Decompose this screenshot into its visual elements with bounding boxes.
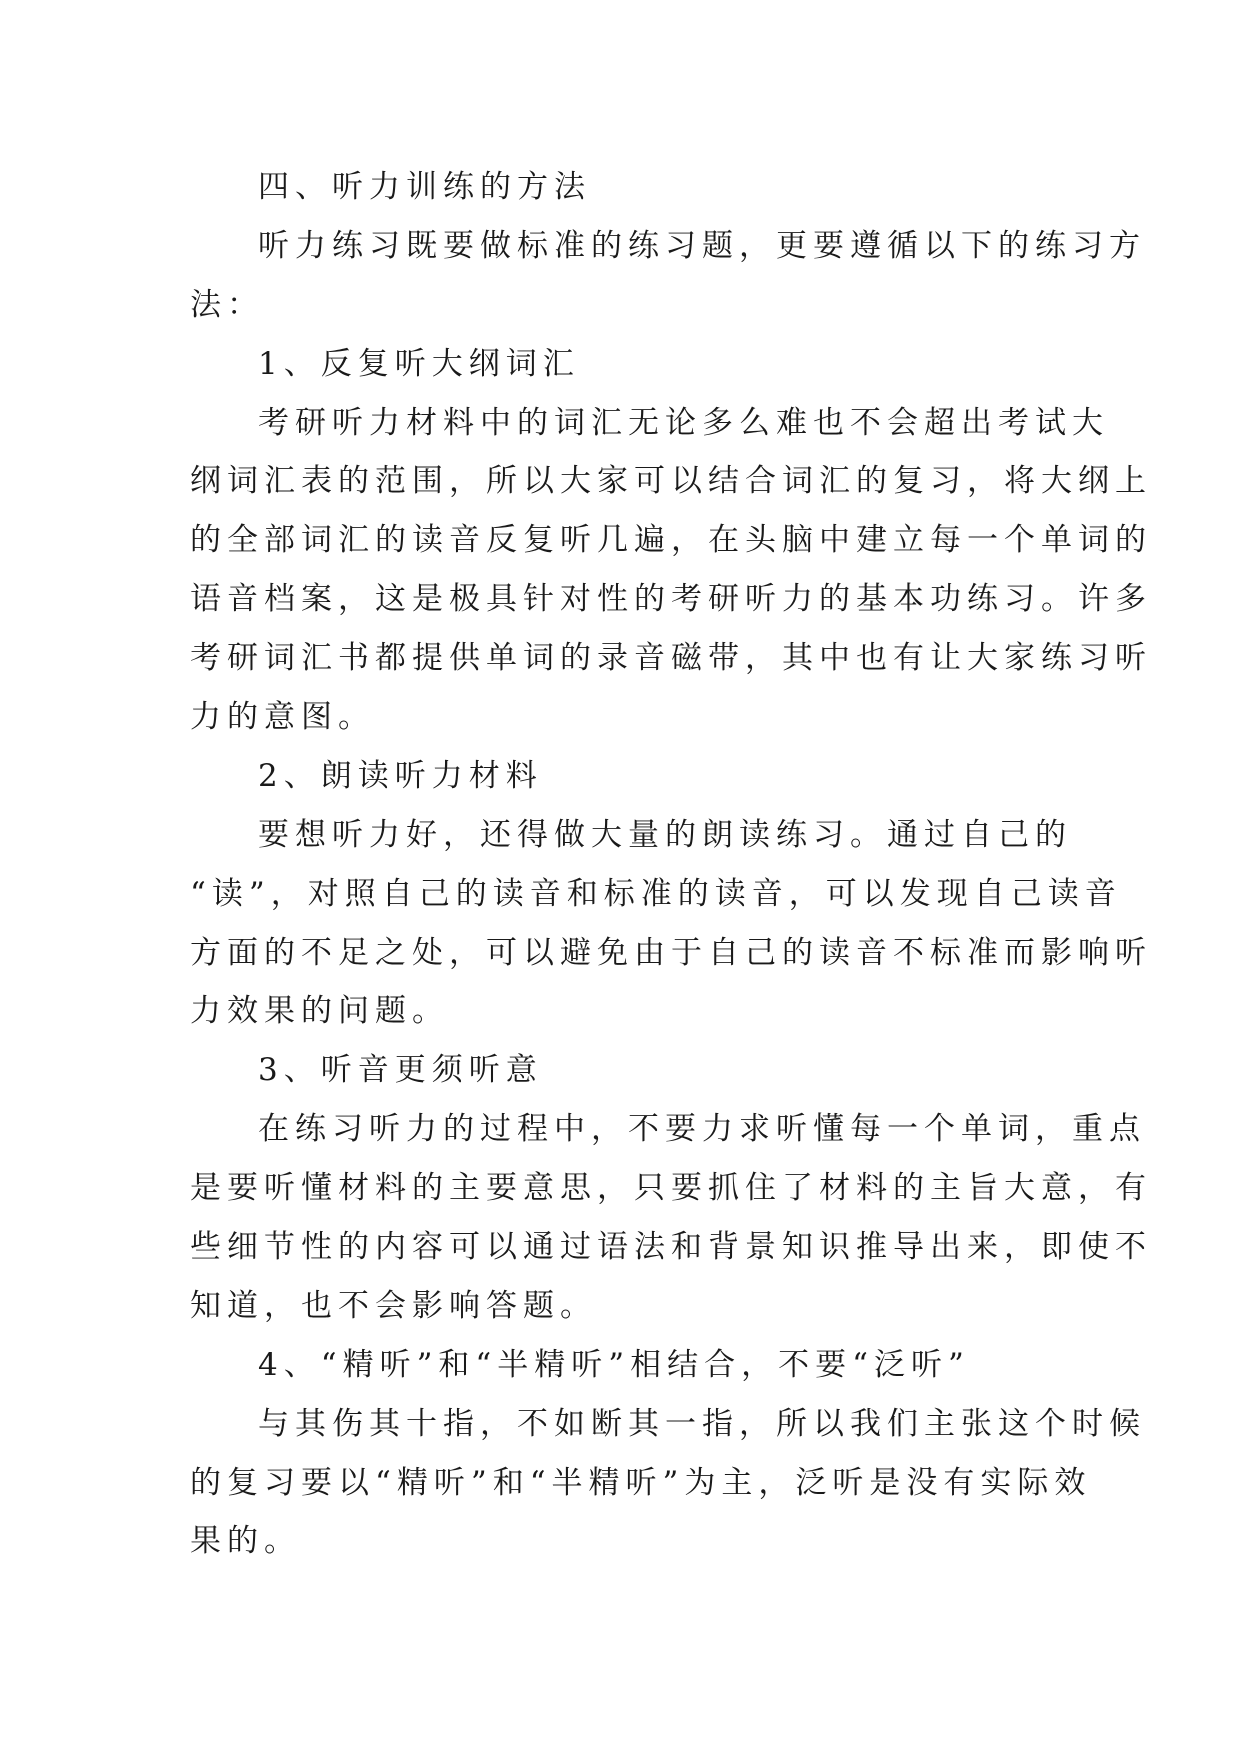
paragraph-line: 果的。 bbox=[190, 1523, 301, 1560]
paragraph-line: 知道，也不会影响答题。 bbox=[190, 1287, 597, 1324]
paragraph-line: 在练习听力的过程中，不要力求听懂每一个单词，重点 bbox=[258, 1111, 1146, 1148]
paragraph-line: 听力练习既要做标准的练习题，更要遵循以下的练习方 bbox=[258, 227, 1146, 264]
subheading-3: 3、听音更须听意 bbox=[258, 1052, 543, 1089]
paragraph-line: 纲词汇表的范围，所以大家可以结合词汇的复习，将大纲上 bbox=[190, 463, 1152, 500]
paragraph-line: 方面的不足之处，可以避免由于自己的读音不标准而影响听 bbox=[190, 934, 1152, 971]
paragraph-line: 些细节性的内容可以通过语法和背景知识推导出来，即使不 bbox=[190, 1229, 1152, 1266]
section-heading: 四、听力训练的方法 bbox=[258, 169, 591, 205]
paragraph-line: 力效果的问题。 bbox=[190, 993, 449, 1030]
document-body bbox=[190, 158, 1152, 1571]
paragraph-line: 考研词汇书都提供单词的录音磁带，其中也有让大家练习听 bbox=[190, 640, 1152, 677]
paragraph-line: 与其伤其十指，不如断其一指，所以我们主张这个时候 bbox=[258, 1405, 1146, 1442]
paragraph-line: 的全部词汇的读音反复听几遍，在头脑中建立每一个单词的 bbox=[190, 522, 1152, 559]
paragraph-line: 的复习要以“精听”和“半精听”为主，泛听是没有实际效 bbox=[190, 1464, 1092, 1501]
subheading-4: 4、“精听”和“半精听”相结合，不要“泛听” bbox=[258, 1346, 970, 1383]
paragraph-line: 力的意图。 bbox=[190, 699, 375, 736]
paragraph-line: 语音档案，这是极具针对性的考研听力的基本功练习。许多 bbox=[190, 581, 1152, 618]
paragraph-line: 法： bbox=[190, 286, 264, 323]
paragraph-line: “读”，对照自己的读音和标准的读音，可以发现自己读音 bbox=[190, 875, 1122, 912]
paragraph-line: 是要听懂材料的主要意思，只要抓住了材料的主旨大意，有 bbox=[190, 1170, 1152, 1207]
paragraph-line: 考研听力材料中的词汇无论多么难也不会超出考试大 bbox=[258, 404, 1109, 441]
subheading-2: 2、朗读听力材料 bbox=[258, 757, 543, 794]
paragraph-line: 要想听力好，还得做大量的朗读练习。通过自己的 bbox=[258, 816, 1072, 853]
subheading-1: 1、反复听大纲词汇 bbox=[258, 345, 580, 382]
